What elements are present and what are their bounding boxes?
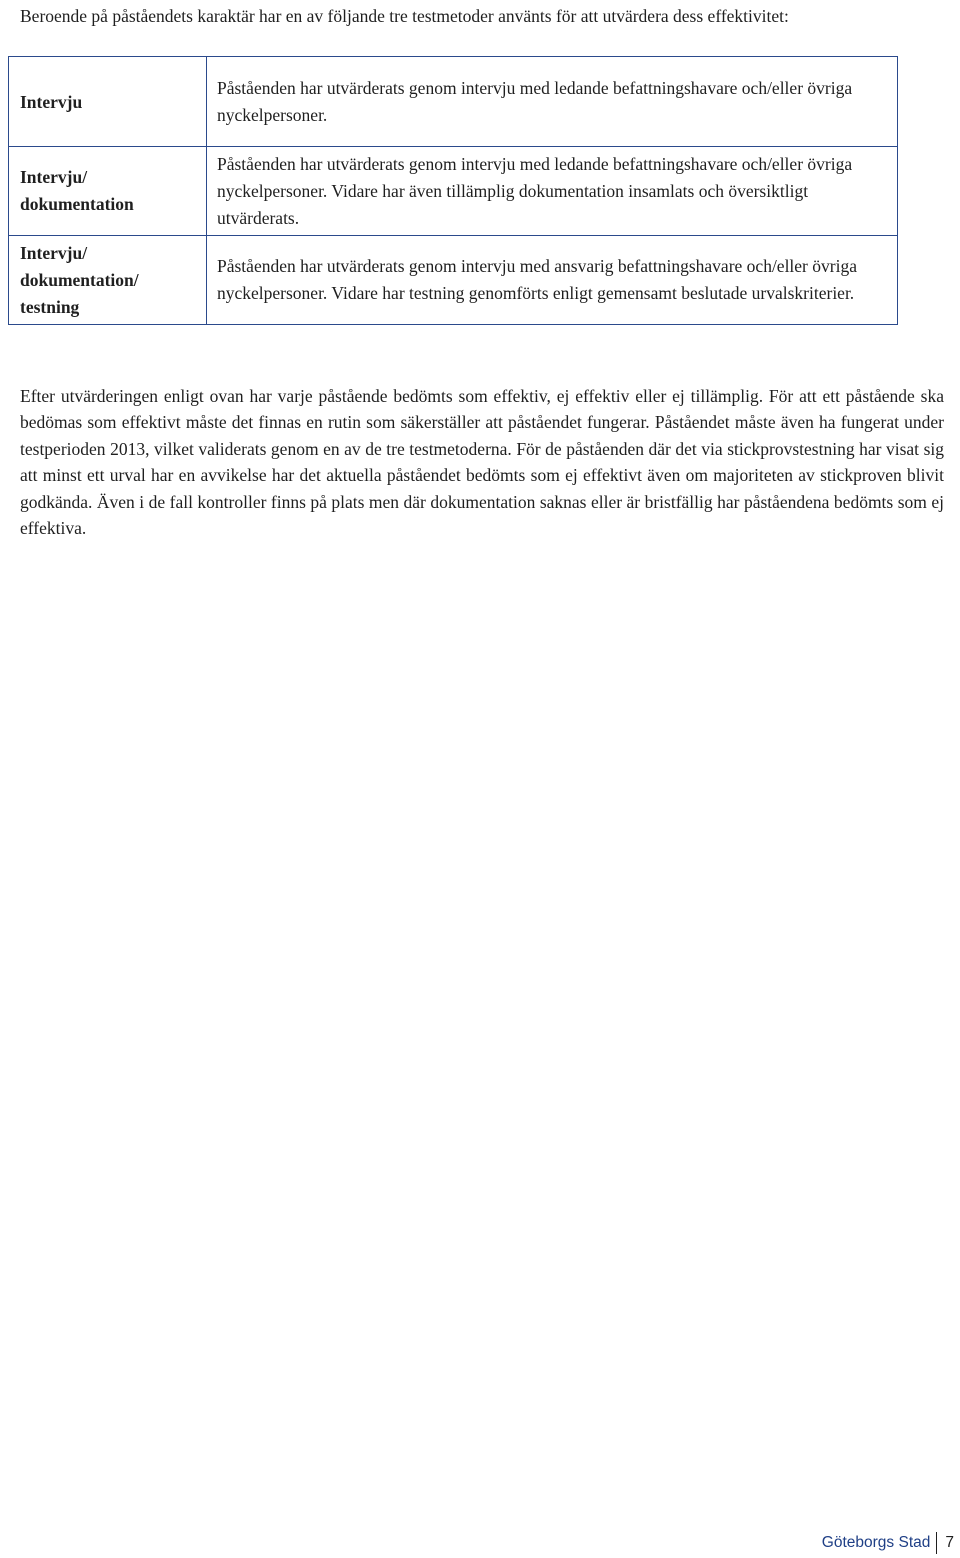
method-label-line: dokumentation xyxy=(20,194,134,214)
footer-divider xyxy=(936,1532,937,1554)
footer-organization: Göteborgs Stad xyxy=(821,1534,931,1551)
method-label-line: Intervju/ xyxy=(20,167,88,187)
method-label-line: testning xyxy=(20,296,80,317)
page-number: 7 xyxy=(945,1534,954,1551)
table-row xyxy=(9,236,898,325)
page-footer xyxy=(822,1531,954,1555)
intro-text: Beroende på påståendets karaktär har en av följande tre testmetoder använts för att utvärdera dess effektivitet: xyxy=(20,6,789,26)
method-label-line: Intervju/ xyxy=(20,242,88,263)
method-description: Påståenden har utvärderats genom intervju med ledande befattningshavare och/eller övriga nyckelpersoner. Vidare har även tillämplig dokumentation insamlats och översiktligt utvärderats. xyxy=(207,147,898,236)
method-label xyxy=(9,57,207,147)
table-row xyxy=(9,57,898,147)
test-methods-table xyxy=(8,56,898,325)
method-label-line: dokumentation/ xyxy=(20,269,139,290)
method-label xyxy=(9,147,207,236)
method-description: Påståenden har utvärderats genom intervju med ansvarig befattningshavare och/eller övriga nyckelpersoner. Vidare har testning genomförts enligt gemensamt beslutade urvalskriterier. xyxy=(207,236,898,325)
method-label-line: Intervju xyxy=(20,91,83,112)
table-row xyxy=(9,147,898,236)
evaluation-paragraph: Efter utvärderingen enligt ovan har varje påstående bedömts som effektiv, ej effektiv eller ej tillämplig. För att ett påstående ska bedömas som effektivt måste det finnas en rutin som säkerställer att påståendet fungerar. Påståendet måste även ha fungerat under testperioden 2013, vilket validerats genom en av de tre testmetoderna. För de påståenden där det via stickprovstestning har visat sig att minst ett urval har en avvikelse har det aktuella påståendet bedömts som ej effektivt även om majoriteten av stickproven blivit godkända. Även i de fall kontroller finns på plats men där dokumentation saknas eller är bristfällig har påståendena bedömts som ej effektiva. xyxy=(20,385,944,539)
method-description: Påståenden har utvärderats genom intervju med ledande befattningshavare och/eller övriga nyckelpersoner. xyxy=(207,57,898,147)
method-label xyxy=(9,236,207,325)
